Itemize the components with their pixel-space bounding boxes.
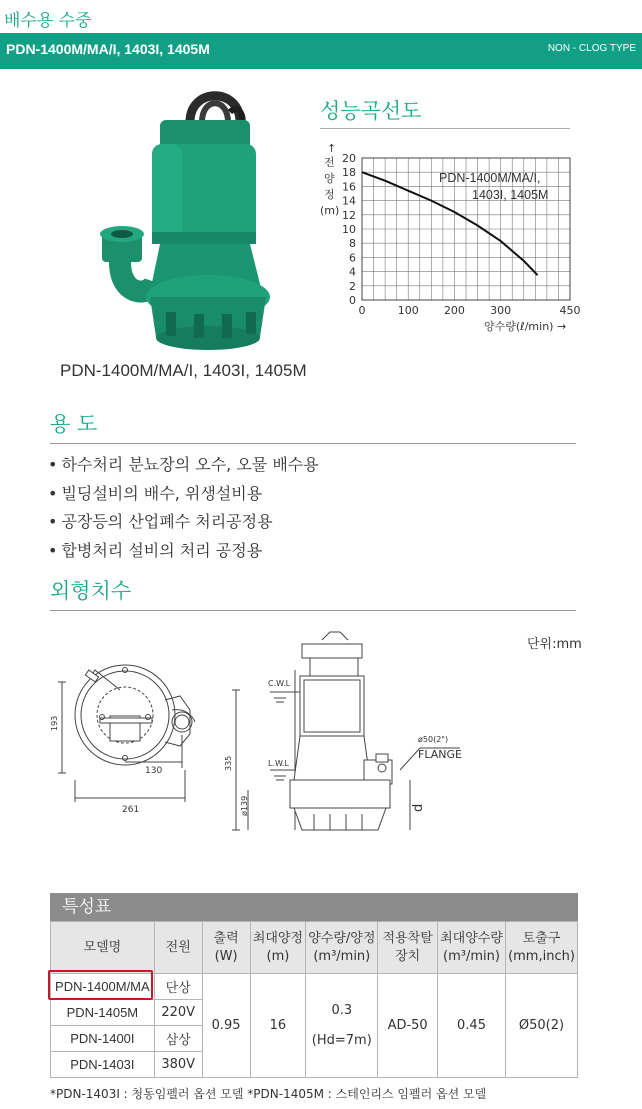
flow-head-cell: 0.3 (Hd=7m) xyxy=(306,974,378,1078)
chart-y-tick-label: 20 xyxy=(342,152,356,165)
model-cell: PDN-1400I xyxy=(51,1026,155,1052)
chart-y-tick-label: 2 xyxy=(349,279,356,293)
dimensions-title-rule xyxy=(50,610,576,611)
spec-header-row xyxy=(51,922,578,974)
power-cell: 380V xyxy=(154,1052,202,1078)
performance-chart xyxy=(306,132,596,342)
dim-label-d: d xyxy=(411,803,426,812)
dim-label-261: 261 xyxy=(122,805,140,815)
chart-x-tick-label: 200 xyxy=(443,304,465,317)
header-power: 전원 xyxy=(154,922,202,974)
chart-y-tick-label: 12 xyxy=(342,208,356,222)
chart-x-ticks xyxy=(359,304,581,317)
header-max-flow: 최대양수량 (m³/min) xyxy=(438,922,506,974)
category-title: 배수용 수중 xyxy=(4,11,92,31)
dim-label-139: ø139 xyxy=(240,795,249,816)
model-cell: PDN-1403I xyxy=(51,1052,155,1078)
dim-label-flange: FLANGE xyxy=(418,748,462,761)
uses-item: • 합병처리 설비의 처리 공정용 xyxy=(48,537,319,566)
svg-text:전: 전 xyxy=(324,156,335,169)
svg-text:양: 양 xyxy=(324,172,335,185)
header-detach: 적용착탈 장치 xyxy=(378,922,438,974)
spec-title: 특성표 xyxy=(50,893,578,921)
unit-label: 단위:mm xyxy=(527,637,582,652)
dimension-drawing xyxy=(40,630,600,850)
header-outlet: 토출구 (mm,inch) xyxy=(505,922,577,974)
header-type-label: NON - CLOG TYPE xyxy=(547,43,636,54)
chart-y-tick-label: 0 xyxy=(349,294,356,307)
outlet-cell: Ø50(2) xyxy=(505,974,577,1078)
svg-text:↑: ↑ xyxy=(327,142,337,155)
power-cell: 220V xyxy=(154,1000,202,1026)
chart-x-tick-label: 300 xyxy=(490,304,512,317)
chart-x-tick-label: 0 xyxy=(358,304,366,317)
power-cell: 단상 xyxy=(154,974,202,1000)
chart-y-tick-label: 14 xyxy=(342,194,356,208)
chart-y-tick-label: 18 xyxy=(342,166,356,180)
dim-label-335: 335 xyxy=(224,755,233,771)
chart-legend-line-2: 1403I, 1405M xyxy=(472,188,549,202)
chart-y-tick-label: 8 xyxy=(349,237,356,251)
output-cell: 0.95 xyxy=(202,974,250,1078)
chart-y-tick-label: 4 xyxy=(349,265,356,279)
model-cell: PDN-1400M/MA xyxy=(51,974,155,1000)
header-flow-head: 양수량/양정 (m³/min) xyxy=(306,922,378,974)
header-model: 모델명 xyxy=(51,922,155,974)
model-highlight-box xyxy=(48,970,153,1000)
header-model-line: PDN-1400M/MA/I, 1403I, 1405M xyxy=(6,41,210,57)
performance-title-rule xyxy=(320,128,570,129)
dim-label-pipe: ø50(2") xyxy=(418,735,449,744)
dimensions-title: 외형치수 xyxy=(50,579,132,603)
pump-photo xyxy=(90,82,280,362)
chart-y-ticks xyxy=(342,152,356,307)
svg-text:정: 정 xyxy=(324,188,335,201)
footnote: *PDN-1403I : 청동임펠러 옵션 모델 *PDN-1405M : 스테인리스 임펠러 옵션 모델 xyxy=(50,1087,487,1101)
chart-x-axis-label: 양수량(ℓ/min) → xyxy=(484,320,567,333)
performance-title: 성능곡선도 xyxy=(320,99,422,123)
uses-item: • 공장등의 산업폐수 처리공정용 xyxy=(48,508,319,537)
chart-y-axis-label xyxy=(320,142,339,217)
model-cell: PDN-1405M xyxy=(51,1000,155,1026)
top-view-drawing xyxy=(58,665,195,802)
side-view-drawing xyxy=(232,632,460,830)
chart-y-tick-label: 16 xyxy=(342,180,356,194)
uses-list xyxy=(48,451,319,565)
chart-x-tick-label: 100 xyxy=(397,304,419,317)
svg-text:(m): (m) xyxy=(320,204,340,217)
chart-x-tick-label: 450 xyxy=(559,304,581,317)
detach-cell: AD-50 xyxy=(378,974,438,1078)
chart-y-tick-label: 6 xyxy=(349,251,356,265)
header-max-head: 최대양정 (m) xyxy=(250,922,306,974)
power-cell: 삼상 xyxy=(154,1026,202,1052)
model-header-bar xyxy=(0,33,642,69)
dim-label-lwl: L.W.L xyxy=(268,759,289,768)
uses-item: • 하수처리 분뇨장의 오수, 오물 배수용 xyxy=(48,451,319,480)
max-head-cell: 16 xyxy=(250,974,306,1078)
chart-legend-line-1: PDN-1400M/MA/I, xyxy=(439,171,541,185)
photo-caption: PDN-1400M/MA/I, 1403I, 1405M xyxy=(60,361,307,380)
dim-label-130: 130 xyxy=(145,766,163,776)
max-flow-cell: 0.45 xyxy=(438,974,506,1078)
dim-label-193: 193 xyxy=(50,715,59,731)
dim-label-cwl: C.W.L xyxy=(268,679,291,688)
uses-item: • 빌딩설비의 배수, 위생설비용 xyxy=(48,480,319,509)
uses-title: 용 도 xyxy=(50,412,98,436)
chart-y-tick-label: 10 xyxy=(342,223,356,236)
uses-title-rule xyxy=(50,443,576,444)
header-output: 출력 (W) xyxy=(202,922,250,974)
